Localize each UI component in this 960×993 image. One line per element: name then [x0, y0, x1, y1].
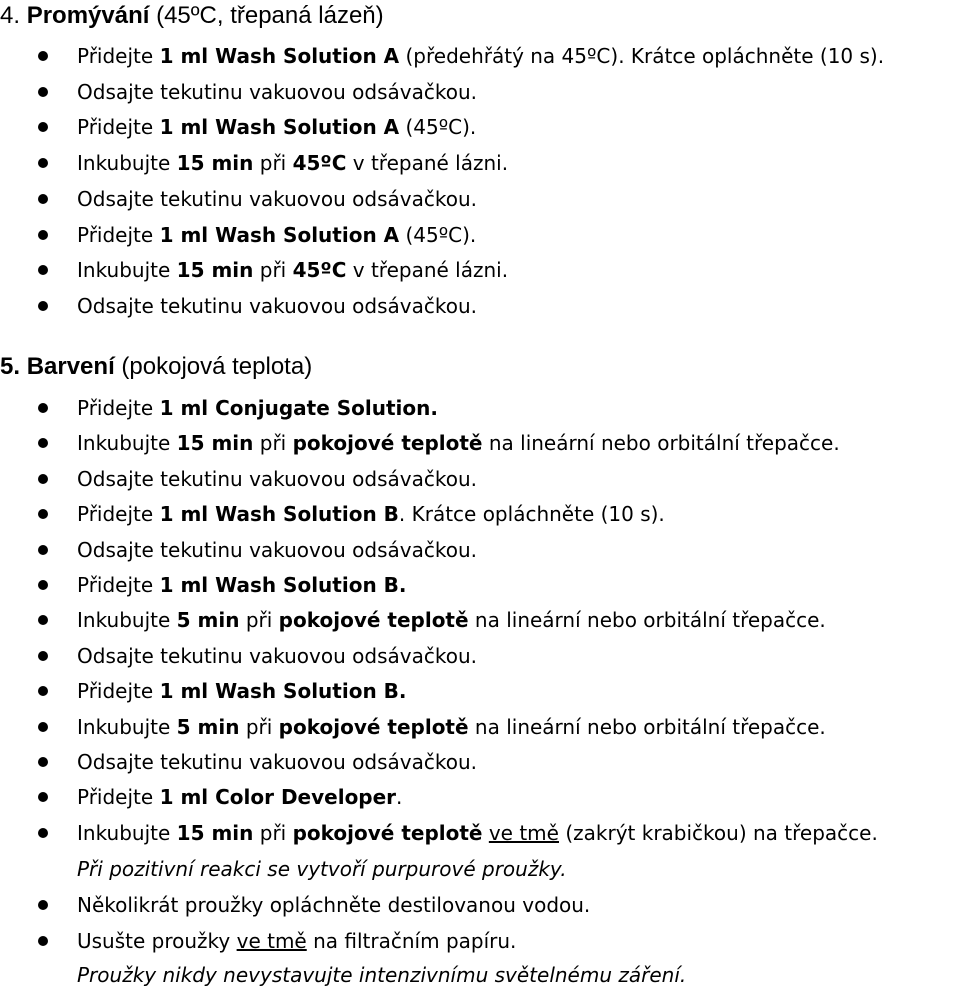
list-item-text — [77, 923, 516, 959]
bullet-icon — [38, 509, 48, 519]
list-item-text — [77, 673, 407, 709]
text-run: při — [253, 820, 293, 845]
list-item-text — [77, 181, 477, 217]
text-run: Odsajte tekutinu vakuovou odsávačkou. — [77, 293, 477, 318]
text-run: při — [253, 258, 293, 283]
section-5-number: 5. — [0, 353, 21, 380]
section-4-heading — [0, 1, 384, 31]
bold-text: 1 ml Wash Solution B — [159, 502, 399, 527]
list-item-text — [77, 638, 477, 674]
list-item-text — [77, 252, 508, 288]
section-4-number: 4. — [0, 2, 21, 29]
text-run: na lineární nebo orbitální třepačce. — [468, 608, 826, 633]
list-item-text — [77, 217, 476, 253]
bold-text: 15 min — [176, 258, 254, 283]
text-run: Přidejte — [77, 679, 160, 704]
bold-text: 1 ml Color Developer — [159, 785, 397, 810]
text-run: Inkubujte — [77, 151, 177, 176]
bullet-icon — [38, 936, 48, 946]
bullet-icon — [38, 651, 48, 661]
section-5-title: Barvení — [26, 353, 115, 380]
text-run: při — [253, 151, 293, 176]
bold-text: 1 ml Conjugate Solution. — [159, 396, 438, 420]
list-item-text — [77, 779, 402, 815]
bullet-icon — [38, 158, 48, 168]
bullet-icon — [38, 474, 48, 484]
list-item-text — [77, 425, 840, 461]
bullet-icon — [38, 792, 48, 802]
list-item-text — [77, 744, 477, 780]
bullet-icon — [38, 722, 48, 732]
text-run: Odsajte tekutinu vakuovou odsávačkou. — [77, 537, 477, 562]
bullet-icon — [38, 580, 48, 590]
text-run: Přidejte — [77, 573, 160, 597]
underlined-text: ve tmě — [236, 928, 307, 953]
text-run: Přidejte — [77, 396, 160, 420]
text-run: Usušte proužky — [77, 928, 237, 953]
list-item-text — [77, 602, 826, 638]
bold-text: pokojové teplotě — [278, 608, 469, 633]
bullet-icon — [38, 265, 48, 275]
list-item-text — [77, 815, 878, 851]
text-run: na filtračním papíru. — [306, 928, 517, 953]
bullet-icon — [38, 438, 48, 448]
bold-text: 5 min — [176, 608, 240, 633]
text-run: v třepané lázni. — [346, 151, 509, 176]
list-item-text — [77, 109, 476, 145]
bullet-icon — [38, 757, 48, 767]
text-run: při — [239, 608, 279, 633]
list-item-text — [77, 887, 590, 923]
bold-text: 45ºC — [292, 258, 347, 283]
bullet-icon — [38, 900, 48, 910]
text-run: Inkubujte — [77, 714, 177, 739]
positive-reaction-note: Při pozitivní reakci se vytvoří purpurové proužky. — [77, 857, 567, 881]
text-run: při — [239, 714, 279, 739]
section-4-title: Promývání — [26, 2, 150, 29]
text-run: (45ºC). — [399, 115, 477, 140]
text-run: Přidejte — [77, 115, 160, 140]
list-item-text — [77, 709, 826, 745]
bold-text: 1 ml Wash Solution A — [159, 44, 400, 68]
bold-text: 1 ml Wash Solution B. — [159, 679, 407, 704]
text-run: Odsajte tekutinu vakuovou odsávačkou. — [77, 643, 477, 668]
bold-text: pokojové teplotě — [292, 431, 483, 456]
list-item-text — [77, 496, 665, 532]
text-run: . — [396, 785, 403, 810]
text-run: na lineární nebo orbitální třepačce. — [468, 714, 826, 739]
bullet-icon — [38, 230, 48, 240]
text-run: Přidejte — [77, 785, 160, 810]
text-run: (zakrýt krabičkou) na třepačce. — [558, 820, 878, 845]
list-item-text — [77, 38, 884, 74]
section-4-condition: (45ºC, třepaná lázeň) — [156, 2, 384, 29]
list-item-text — [77, 74, 477, 110]
text-run: Odsajte tekutinu vakuovou odsávačkou. — [77, 466, 477, 491]
text-run: Přidejte — [77, 44, 160, 68]
bullet-icon — [38, 545, 48, 555]
bullet-icon — [38, 301, 48, 311]
light-warning-note: Proužky nikdy nevystavujte intenzivnímu světelnému záření. — [77, 963, 687, 987]
bullet-icon — [38, 828, 48, 838]
bullet-icon — [38, 51, 48, 61]
bullet-icon — [38, 194, 48, 204]
text-run: na lineární nebo orbitální třepačce. — [482, 431, 840, 456]
text-run: Přidejte — [77, 222, 160, 247]
text-run: Přidejte — [77, 502, 160, 527]
bold-text: pokojové teplotě — [278, 714, 469, 739]
text-run: Inkubujte — [77, 431, 177, 456]
bold-text: 1 ml Wash Solution B. — [159, 573, 407, 597]
list-item-text — [77, 532, 477, 568]
text-run: při — [253, 431, 293, 456]
bullet-icon — [38, 403, 48, 413]
list-item-text — [77, 288, 477, 324]
text-run: Inkubujte — [77, 820, 177, 845]
bold-text: 45ºC — [292, 151, 347, 176]
text-run: Odsajte tekutinu vakuovou odsávačkou. — [77, 186, 477, 211]
bullet-icon — [38, 615, 48, 625]
bold-text: 15 min — [176, 820, 254, 845]
text-run: v třepané lázni. — [346, 258, 509, 283]
text-run: (45ºC). — [399, 222, 477, 247]
text-run: . Krátce opláchněte (10 s). — [398, 502, 665, 527]
list-item-text — [77, 390, 438, 426]
bullet-icon — [38, 87, 48, 97]
underlined-text: ve tmě — [488, 820, 559, 845]
text-run: Inkubujte — [77, 608, 177, 633]
bold-text: 5 min — [176, 714, 240, 739]
bold-text: 1 ml Wash Solution A — [159, 115, 400, 140]
list-item-text — [77, 145, 508, 181]
bold-text: 1 ml Wash Solution A — [159, 222, 400, 247]
bold-text: pokojové teplotě — [292, 820, 483, 845]
text-run: Odsajte tekutinu vakuovou odsávačkou. — [77, 750, 477, 774]
bullet-icon — [38, 122, 48, 132]
text-run: (předehřátý na 45ºC). Krátce opláchněte (10 s). — [399, 44, 885, 68]
text-run: Odsajte tekutinu vakuovou odsávačkou. — [77, 79, 477, 104]
list-item-text — [77, 461, 477, 497]
bold-text: 15 min — [176, 151, 254, 176]
bullet-icon — [38, 686, 48, 696]
section-5-heading — [0, 352, 312, 382]
text-run: Několikrát proužky opláchněte destilovanou vodou. — [77, 893, 591, 917]
bold-text: 15 min — [176, 431, 254, 456]
list-item-text — [77, 567, 407, 603]
text-run: Inkubujte — [77, 258, 177, 283]
section-5-condition: (pokojová teplota) — [121, 353, 313, 380]
